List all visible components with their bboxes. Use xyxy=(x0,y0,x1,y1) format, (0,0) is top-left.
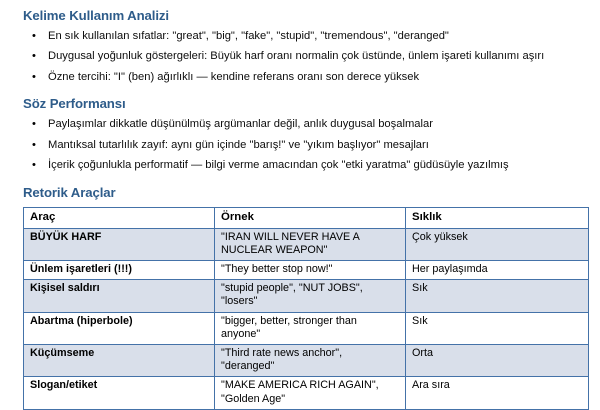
bullet-icon: • xyxy=(32,50,36,63)
column-header-arac: Araç xyxy=(24,208,215,228)
bullet-icon: • xyxy=(32,138,36,151)
cell-example xyxy=(215,280,406,312)
list-item-text: Özne tercihi: "I" (ben) ağırlıklı — kendine referans oranı son derece yüksek xyxy=(48,70,420,83)
cell-example-line: "stupid people", "NUT JOBS", xyxy=(221,282,363,295)
table-row xyxy=(24,312,589,344)
cell-frequency: Her paylaşımda xyxy=(406,261,589,280)
table-row xyxy=(24,377,589,409)
list-item xyxy=(23,70,588,85)
cell-example-line: "IRAN WILL NEVER HAVE A xyxy=(221,230,360,243)
cell-frequency: Sık xyxy=(406,312,589,344)
column-header-siklik: Sıklık xyxy=(406,208,589,228)
cell-example-line: "They better stop now!" xyxy=(221,263,333,276)
cell-frequency: Orta xyxy=(406,345,589,377)
rhetoric-table xyxy=(23,207,589,409)
cell-example-line: "bigger, better, stronger than xyxy=(221,314,357,327)
cell-tool: Küçümseme xyxy=(24,345,215,377)
bullet-icon: • xyxy=(32,118,36,131)
cell-frequency: Sık xyxy=(406,280,589,312)
list-item-text: En sık kullanılan sıfatlar: "great", "big", "fake", "stupid", "tremendous", "deranged" xyxy=(48,30,449,42)
section-retorik-araclar xyxy=(0,173,600,200)
cell-example-line: "Golden Age" xyxy=(221,392,286,405)
cell-tool: Slogan/etiket xyxy=(24,377,215,409)
cell-frequency: Ara sıra xyxy=(406,377,589,409)
rhetoric-table-wrapper xyxy=(23,207,588,409)
column-header-ornek: Örnek xyxy=(215,208,406,228)
list-item-text: Paylaşımlar dikkatle düşünülmüş argümanlar değil, anlık duygusal boşalmalar xyxy=(48,118,433,131)
cell-example xyxy=(215,228,406,260)
list-item xyxy=(23,158,588,173)
bullet-list-2 xyxy=(23,117,588,173)
section-heading: Kelime Kullanım Analizi xyxy=(23,8,169,23)
bullet-icon: • xyxy=(32,159,36,172)
cell-example xyxy=(215,312,406,344)
cell-example-line: "Third rate news anchor", xyxy=(221,347,343,360)
list-item-text: Duygusal yoğunluk göstergeleri: Büyük harf oranı normalin çok üstünde, ünlem işareti kullanımı aşırı xyxy=(48,50,545,63)
list-item xyxy=(23,29,588,44)
cell-tool: Abartma (hiperbole) xyxy=(24,312,215,344)
cell-example xyxy=(215,377,406,409)
cell-frequency: Çok yüksek xyxy=(406,228,589,260)
cell-example xyxy=(215,345,406,377)
cell-example-line: "MAKE AMERICA RICH AGAIN", xyxy=(221,379,379,392)
table-header-row xyxy=(24,208,589,228)
list-item xyxy=(23,117,588,132)
table-row xyxy=(24,280,589,312)
table-body xyxy=(24,228,589,409)
cell-tool: BÜYÜK HARF xyxy=(24,228,215,260)
cell-example-line: "deranged" xyxy=(221,360,275,373)
table-header xyxy=(24,208,589,228)
cell-example xyxy=(215,261,406,280)
list-item xyxy=(23,138,588,153)
list-item-text: Mantıksal tutarlılık zayıf: aynı gün içinde "barış!" ve "yıkım başlıyor" mesajları xyxy=(48,138,429,151)
table-row xyxy=(24,345,589,377)
section-kelime-kullanim-analizi xyxy=(0,0,600,85)
section-heading: Söz Performansı xyxy=(23,96,126,112)
table-row xyxy=(24,228,589,260)
table-row xyxy=(24,261,589,280)
cell-example-line: NUCLEAR WEAPON" xyxy=(221,243,328,256)
bullet-icon: • xyxy=(32,30,36,42)
cell-tool: Kişisel saldırı xyxy=(24,280,215,312)
cell-example-line: "losers" xyxy=(221,295,258,308)
list-item xyxy=(23,49,588,64)
cell-tool: Ünlem işaretleri (!!!) xyxy=(24,261,215,280)
section-heading: Retorik Araçlar xyxy=(23,185,116,201)
bullet-icon: • xyxy=(32,70,36,83)
cell-example-line: anyone" xyxy=(221,327,261,340)
list-item-text: İçerik çoğunlukla performatif — bilgi verme amacından çok "etki yaratma" güdüsüyle yazılmış xyxy=(48,159,509,172)
section-soz-performansi xyxy=(0,85,600,173)
bullet-list-1 xyxy=(23,29,588,85)
